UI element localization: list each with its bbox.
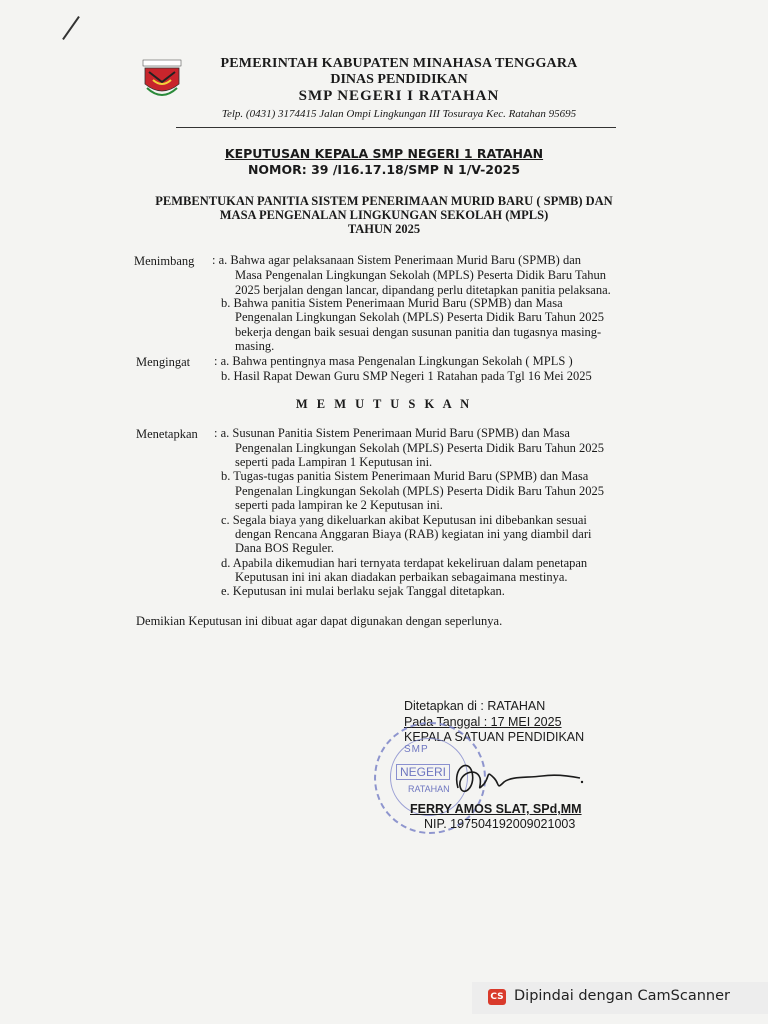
menetapkan-line: b. Tugas-tugas panitia Sistem Penerimaan Murid Baru (SPMB) dan Masa [221, 469, 589, 483]
letterhead-government: PEMERINTAH KABUPATEN MINAHASA TENGGARA [220, 56, 578, 71]
signatory-name: FERRY AMOS SLAT, SPd,MM [410, 802, 582, 816]
letterhead-department: DINAS PENDIDIKAN [330, 72, 468, 87]
pen-mark [62, 16, 80, 40]
menimbang-line: 2025 berjalan dengan lancar, dipandang perlu ditetapkan panitia pelaksana. [235, 283, 611, 297]
menetapkan-line: Dana BOS Reguler. [235, 541, 334, 555]
menimbang-line: bekerja dengan baik sesuai dengan susunan panitia dan tugasnya masing- [235, 325, 602, 339]
menetapkan-line: e. Keputusan ini mulai berlaku sejak Tanggal ditetapkan. [221, 584, 505, 598]
menimbang-line: masing. [235, 339, 275, 353]
stamp-text-middle: NEGERI [396, 764, 450, 780]
menimbang-line: b. Bahwa panitia Sistem Penerimaan Murid Baru (SPMB) dan Masa [221, 296, 563, 310]
menetapkan-line: seperti pada lampiran ke 2 Keputusan ini. [235, 498, 443, 512]
signature-date: Pada Tanggal : 17 MEI 2025 [404, 715, 562, 729]
menetapkan-line: Pengenalan Lingkungan Sekolah (MPLS) Peserta Didik Baru Tahun 2025 [235, 484, 604, 498]
decree-number: NOMOR: 39 /I16.17.18/SMP N 1/V-2025 [247, 162, 521, 177]
menimbang-line: : a. Bahwa agar pelaksanaan Sistem Penerimaan Murid Baru (SPMB) dan [212, 253, 582, 267]
menetapkan-line: dengan Rencana Anggaran Biaya (RAB) kegiatan ini yang diambil dari [235, 527, 592, 541]
menetapkan-line: Pengenalan Lingkungan Sekolah (MPLS) Peserta Didik Baru Tahun 2025 [235, 441, 604, 455]
subject-line-1: PEMBENTUKAN PANITIA SISTEM PENERIMAAN MURID BARU ( SPMB) DAN [155, 194, 613, 208]
menetapkan-line: c. Segala biaya yang dikeluarkan akibat Keputusan ini dibebankan sesuai [221, 513, 587, 527]
decree-heading: KEPUTUSAN KEPALA SMP NEGERI 1 RATAHAN [224, 146, 544, 161]
camscanner-label: Dipindai dengan CamScanner [514, 988, 731, 1004]
menetapkan-line: seperti pada Lampiran 1 Keputusan ini. [235, 455, 433, 469]
letterhead-address: Telp. (0431) 3174415 Jalan Ompi Lingkungan III Tosuraya Kec. Ratahan 95695 [221, 108, 577, 120]
stamp-text-bottom: RATAHAN [408, 784, 450, 794]
mengingat-label: Mengingat [136, 355, 191, 369]
handwritten-signature-icon [446, 748, 586, 808]
menimbang-label: Menimbang [134, 254, 195, 268]
signatory-nip: NIP. 197504192009021003 [424, 817, 576, 831]
letterhead-school: SMP NEGERI I RATAHAN [298, 88, 500, 104]
memutuskan-heading: M E M U T U S K A N [295, 397, 473, 411]
letterhead-divider [176, 127, 616, 128]
subject-line-3: TAHUN 2025 [347, 222, 421, 236]
menimbang-line: Masa Pengenalan Lingkungan Sekolah (MPLS) Peserta Didik Baru Tahun [235, 268, 607, 282]
closing-statement: Demikian Keputusan ini dibuat agar dapat digunakan dengan seperlunya. [136, 614, 503, 628]
subject-line-2: MASA PENGENALAN LINGKUNGAN SEKOLAH (MPLS) [219, 208, 549, 222]
camscanner-logo-icon: CS [488, 989, 506, 1005]
menetapkan-line: d. Apabila dikemudian hari ternyata terdapat kekeliruan dalam penetapan [221, 556, 588, 570]
signature-place: Ditetapkan di : RATAHAN [404, 699, 546, 713]
menimbang-line: Pengenalan Lingkungan Sekolah (MPLS) Peserta Didik Baru Tahun 2025 [235, 310, 604, 324]
menetapkan-line: Keputusan ini ini akan diadakan perbaikan sebagaimana mestinya. [235, 570, 568, 584]
mengingat-line: : a. Bahwa pentingnya masa Pengenalan Lingkungan Sekolah ( MPLS ) [214, 354, 573, 368]
signature-position: KEPALA SATUAN PENDIDIKAN [404, 730, 585, 744]
menetapkan-label: Menetapkan [136, 427, 198, 441]
stamp-text-top: SMP [404, 744, 429, 755]
mengingat-line: b. Hasil Rapat Dewan Guru SMP Negeri 1 Ratahan pada Tgl 16 Mei 2025 [221, 369, 592, 383]
menetapkan-line: : a. Susunan Panitia Sistem Penerimaan Murid Baru (SPMB) dan Masa [214, 426, 570, 440]
